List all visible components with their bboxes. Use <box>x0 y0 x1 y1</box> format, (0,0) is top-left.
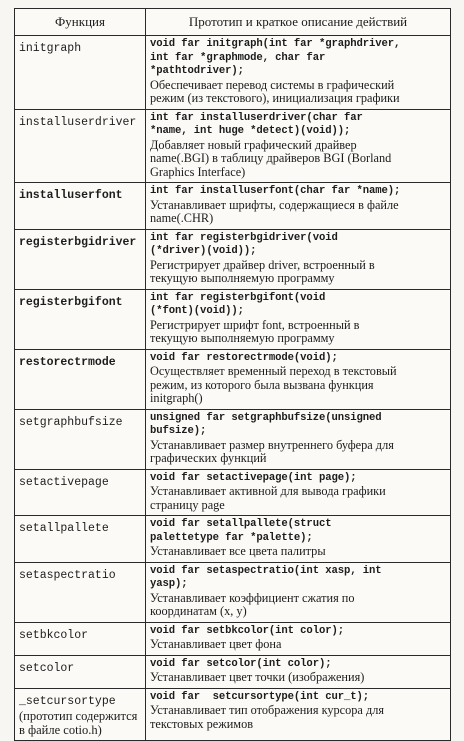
prototype-cell <box>146 622 451 655</box>
table-row <box>15 469 451 516</box>
function-description: Добавляет новый графический драйвер name(.BGI) в таблицу драйверов BGI (Borland Graphics Interface) <box>150 137 392 179</box>
function-name: initgraph <box>19 42 82 55</box>
function-prototype: void far setactivepage(int page); <box>150 471 357 484</box>
function-name: registerbgidriver <box>19 235 137 249</box>
function-name: setallpallete <box>19 522 109 535</box>
function-cell <box>15 688 146 740</box>
table-body <box>15 36 451 741</box>
function-cell <box>15 229 146 289</box>
table-row <box>15 183 451 230</box>
table-header-row <box>15 9 451 36</box>
function-description: Устанавливает коэффициент сжатия по координатам (x, y) <box>150 590 355 618</box>
function-description: Устанавливает активной для вывода графики страницу page <box>150 484 386 512</box>
function-description: Регистрирует драйвер driver, встроенный в текущую выполняемую программу <box>150 257 375 285</box>
function-prototype: void far setallpallete(struct palettetype far *palette); <box>150 518 332 544</box>
function-description: Обеспечивает перевод системы в графический режим (из текстового), инициализация графики <box>150 77 400 105</box>
header-function: Функция <box>15 9 146 36</box>
function-name: setcolor <box>19 661 75 675</box>
function-prototype: int far registerbgidriver(void (*driver)(void)); <box>150 231 338 257</box>
prototype-cell <box>146 183 451 230</box>
function-cell <box>15 562 146 622</box>
table-row <box>15 289 451 349</box>
function-cell <box>15 516 146 563</box>
function-cell <box>15 183 146 230</box>
prototype-cell <box>146 562 451 622</box>
prototype-cell <box>146 688 451 740</box>
function-cell <box>15 469 146 516</box>
function-cell <box>15 289 146 349</box>
prototype-cell <box>146 229 451 289</box>
function-prototype: unsigned far setgraphbufsize(unsigned bufsize); <box>150 411 382 437</box>
function-prototype: int far installuserfont(char far *name); <box>150 185 401 197</box>
function-name: setbkcolor <box>19 628 89 642</box>
function-cell <box>15 349 146 409</box>
prototype-cell <box>146 409 451 469</box>
function-name: installuserfont <box>19 189 123 202</box>
function-cell <box>15 36 146 110</box>
function-description: Устанавливает шрифты, содержащиеся в файле name(.CHR) <box>150 197 399 225</box>
function-name: setaspectratio <box>19 568 116 582</box>
function-description: Осуществляет временный переход в текстовый режим, из которого была вызвана функция initgraph() <box>150 364 397 405</box>
function-cell <box>15 409 146 469</box>
function-description: Устанавливает размер внутреннего буфера для графических функций <box>150 437 394 465</box>
function-note: (прототип содержится в файле cotio.h) <box>19 708 138 737</box>
table-row <box>15 409 451 469</box>
table-row <box>15 349 451 409</box>
prototype-cell <box>146 516 451 563</box>
prototype-cell <box>146 469 451 516</box>
reference-table <box>14 8 451 741</box>
function-cell <box>15 109 146 183</box>
prototype-cell <box>146 36 451 110</box>
function-name: _setcursortype <box>19 694 116 708</box>
function-cell <box>15 622 146 655</box>
table-row <box>15 516 451 563</box>
table-row <box>15 688 451 740</box>
function-name: setgraphbufsize <box>19 415 123 429</box>
prototype-cell <box>146 289 451 349</box>
function-prototype: int far registerbgifont(void (*font)(void)); <box>150 291 326 317</box>
table-row <box>15 562 451 622</box>
table-row <box>15 36 451 110</box>
table-row <box>15 622 451 655</box>
function-prototype: void far setcursortype(int cur_t); <box>150 690 370 703</box>
table-row <box>15 109 451 183</box>
prototype-cell <box>146 349 451 409</box>
table-row <box>15 229 451 289</box>
function-cell <box>15 655 146 688</box>
function-prototype: void far setcolor(int color); <box>150 657 332 670</box>
function-prototype: void far setaspectratio(int xasp, int yasp); <box>150 564 382 590</box>
function-name: restorectrmode <box>19 355 116 369</box>
function-name: setactivepage <box>19 475 109 489</box>
function-description: Устанавливает тип отображения курсора для текстовых режимов <box>150 703 385 731</box>
prototype-cell <box>146 109 451 183</box>
function-description: Устанавливает цвет точки (изображения) <box>150 670 365 684</box>
header-prototype: Прототип и краткое описание действий <box>146 9 451 36</box>
function-prototype: void far setbkcolor(int color); <box>150 624 344 637</box>
function-prototype: void far restorectrmode(void); <box>150 351 338 364</box>
function-name: installuserdriver <box>19 115 137 129</box>
function-name: registerbgifont <box>19 295 123 309</box>
table-row <box>15 655 451 688</box>
function-prototype: void far initgraph(int far *graphdriver, int far *graphmode, char far *pathtodriver); <box>150 38 401 77</box>
function-description: Устанавливает цвет фона <box>150 637 282 651</box>
prototype-cell <box>146 655 451 688</box>
function-description: Устанавливает все цвета палитры <box>150 544 326 558</box>
function-description: Регистрирует шрифт font, встроенный в текущую выполняемую программу <box>150 317 360 345</box>
function-prototype: int far installuserdriver(char far *name, int huge *detect)(void)); <box>150 111 363 137</box>
